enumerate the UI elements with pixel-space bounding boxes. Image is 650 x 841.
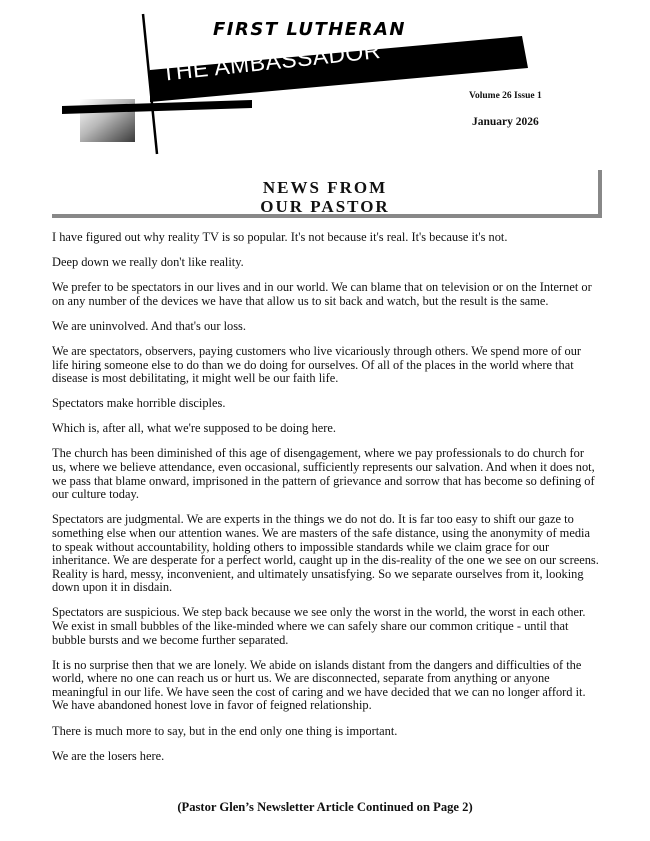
section-heading-box bbox=[52, 170, 602, 218]
section-heading-line2: OUR PASTOR bbox=[260, 197, 390, 216]
article-paragraph: We prefer to be spectators in our lives and in our world. We can blame that on television or on the Internet or on any number of the devices we have that allow us to sit back and watch, but the result is the same. bbox=[52, 280, 592, 308]
section-heading-line1: NEWS FROM bbox=[262, 178, 388, 197]
masthead bbox=[0, 0, 650, 170]
continued-note: (Pastor Glen’s Newsletter Article Continued on Page 2) bbox=[177, 800, 473, 814]
article-paragraph: It is no surprise then that we are lonely. We abide on islands distant from the dangers and difficulties of the world, where no one can reach us or hurt us. We are disconnected, separate from anything or anyone meaningful in our life. We have seen the cost of caring and we have decided that we can no longer afford it. We have abandoned honest love in favor of feigned relationship. bbox=[52, 657, 586, 713]
article-paragraph: We are spectators, observers, paying customers who live vicariously through others. We spend more of our life hiring someone else to do than we do doing for ourselves. Of all of the places in the world where that disease is most debilitating, it might well be our faith life. bbox=[52, 343, 582, 386]
article-paragraph: I have figured out why reality TV is so popular. It's not because it's real. It's because it's not. bbox=[52, 230, 508, 244]
article-paragraph: There is much more to say, but in the end only one thing is important. bbox=[52, 723, 398, 738]
volume-issue: Volume 26 Issue 1 bbox=[469, 91, 542, 101]
issue-date: January 2026 bbox=[472, 116, 539, 128]
article-paragraph: Deep down we really don't like reality. bbox=[52, 255, 244, 270]
article-paragraph: We are uninvolved. And that's our loss. bbox=[52, 318, 246, 333]
article-paragraph: We are the losers here. bbox=[52, 748, 165, 763]
article-paragraph: Spectators make horrible disciples. bbox=[52, 396, 226, 411]
article-paragraph: Spectators are judgmental. We are experts in the things we do not do. It is far too easy to shift our gaze to something else when our attention wanes. We are masters of the safe distance, using the anonymity of media to speak without accountability, holding others to impossible standards while we claim grace for our inheritance. We are desperate for a perfect world, caught up in the dis-reality of the one we see on our screens. Reality is hard, messy, inconvenient, and ultimately unsatisfying. So we separate ourselves from it, looking down upon it in disdain. bbox=[52, 512, 599, 595]
article-paragraph: Spectators are suspicious. We step back because we see only the worst in the world, the worst in each other. We exist in small bubbles of the like-minded where we can safely share our common critique - until that bubble bursts and we become further separated. bbox=[52, 605, 586, 647]
article-paragraph: Which is, after all, what we're supposed to be doing here. bbox=[52, 421, 337, 436]
article-body bbox=[52, 231, 600, 775]
article-paragraph: The church has been diminished of this age of disengagement, where we pay professionals to do church for us, where we believe attendance, even occasional, sufficiently represents our salvation. And when it does not, we pass that blame onward, imprisoned in the pattern of grievance and sorrow that has become so defining of our culture today. bbox=[52, 446, 595, 502]
newsletter-title: THE AMBASSADOR bbox=[160, 36, 382, 86]
church-name: FIRST LUTHERAN bbox=[213, 19, 406, 40]
